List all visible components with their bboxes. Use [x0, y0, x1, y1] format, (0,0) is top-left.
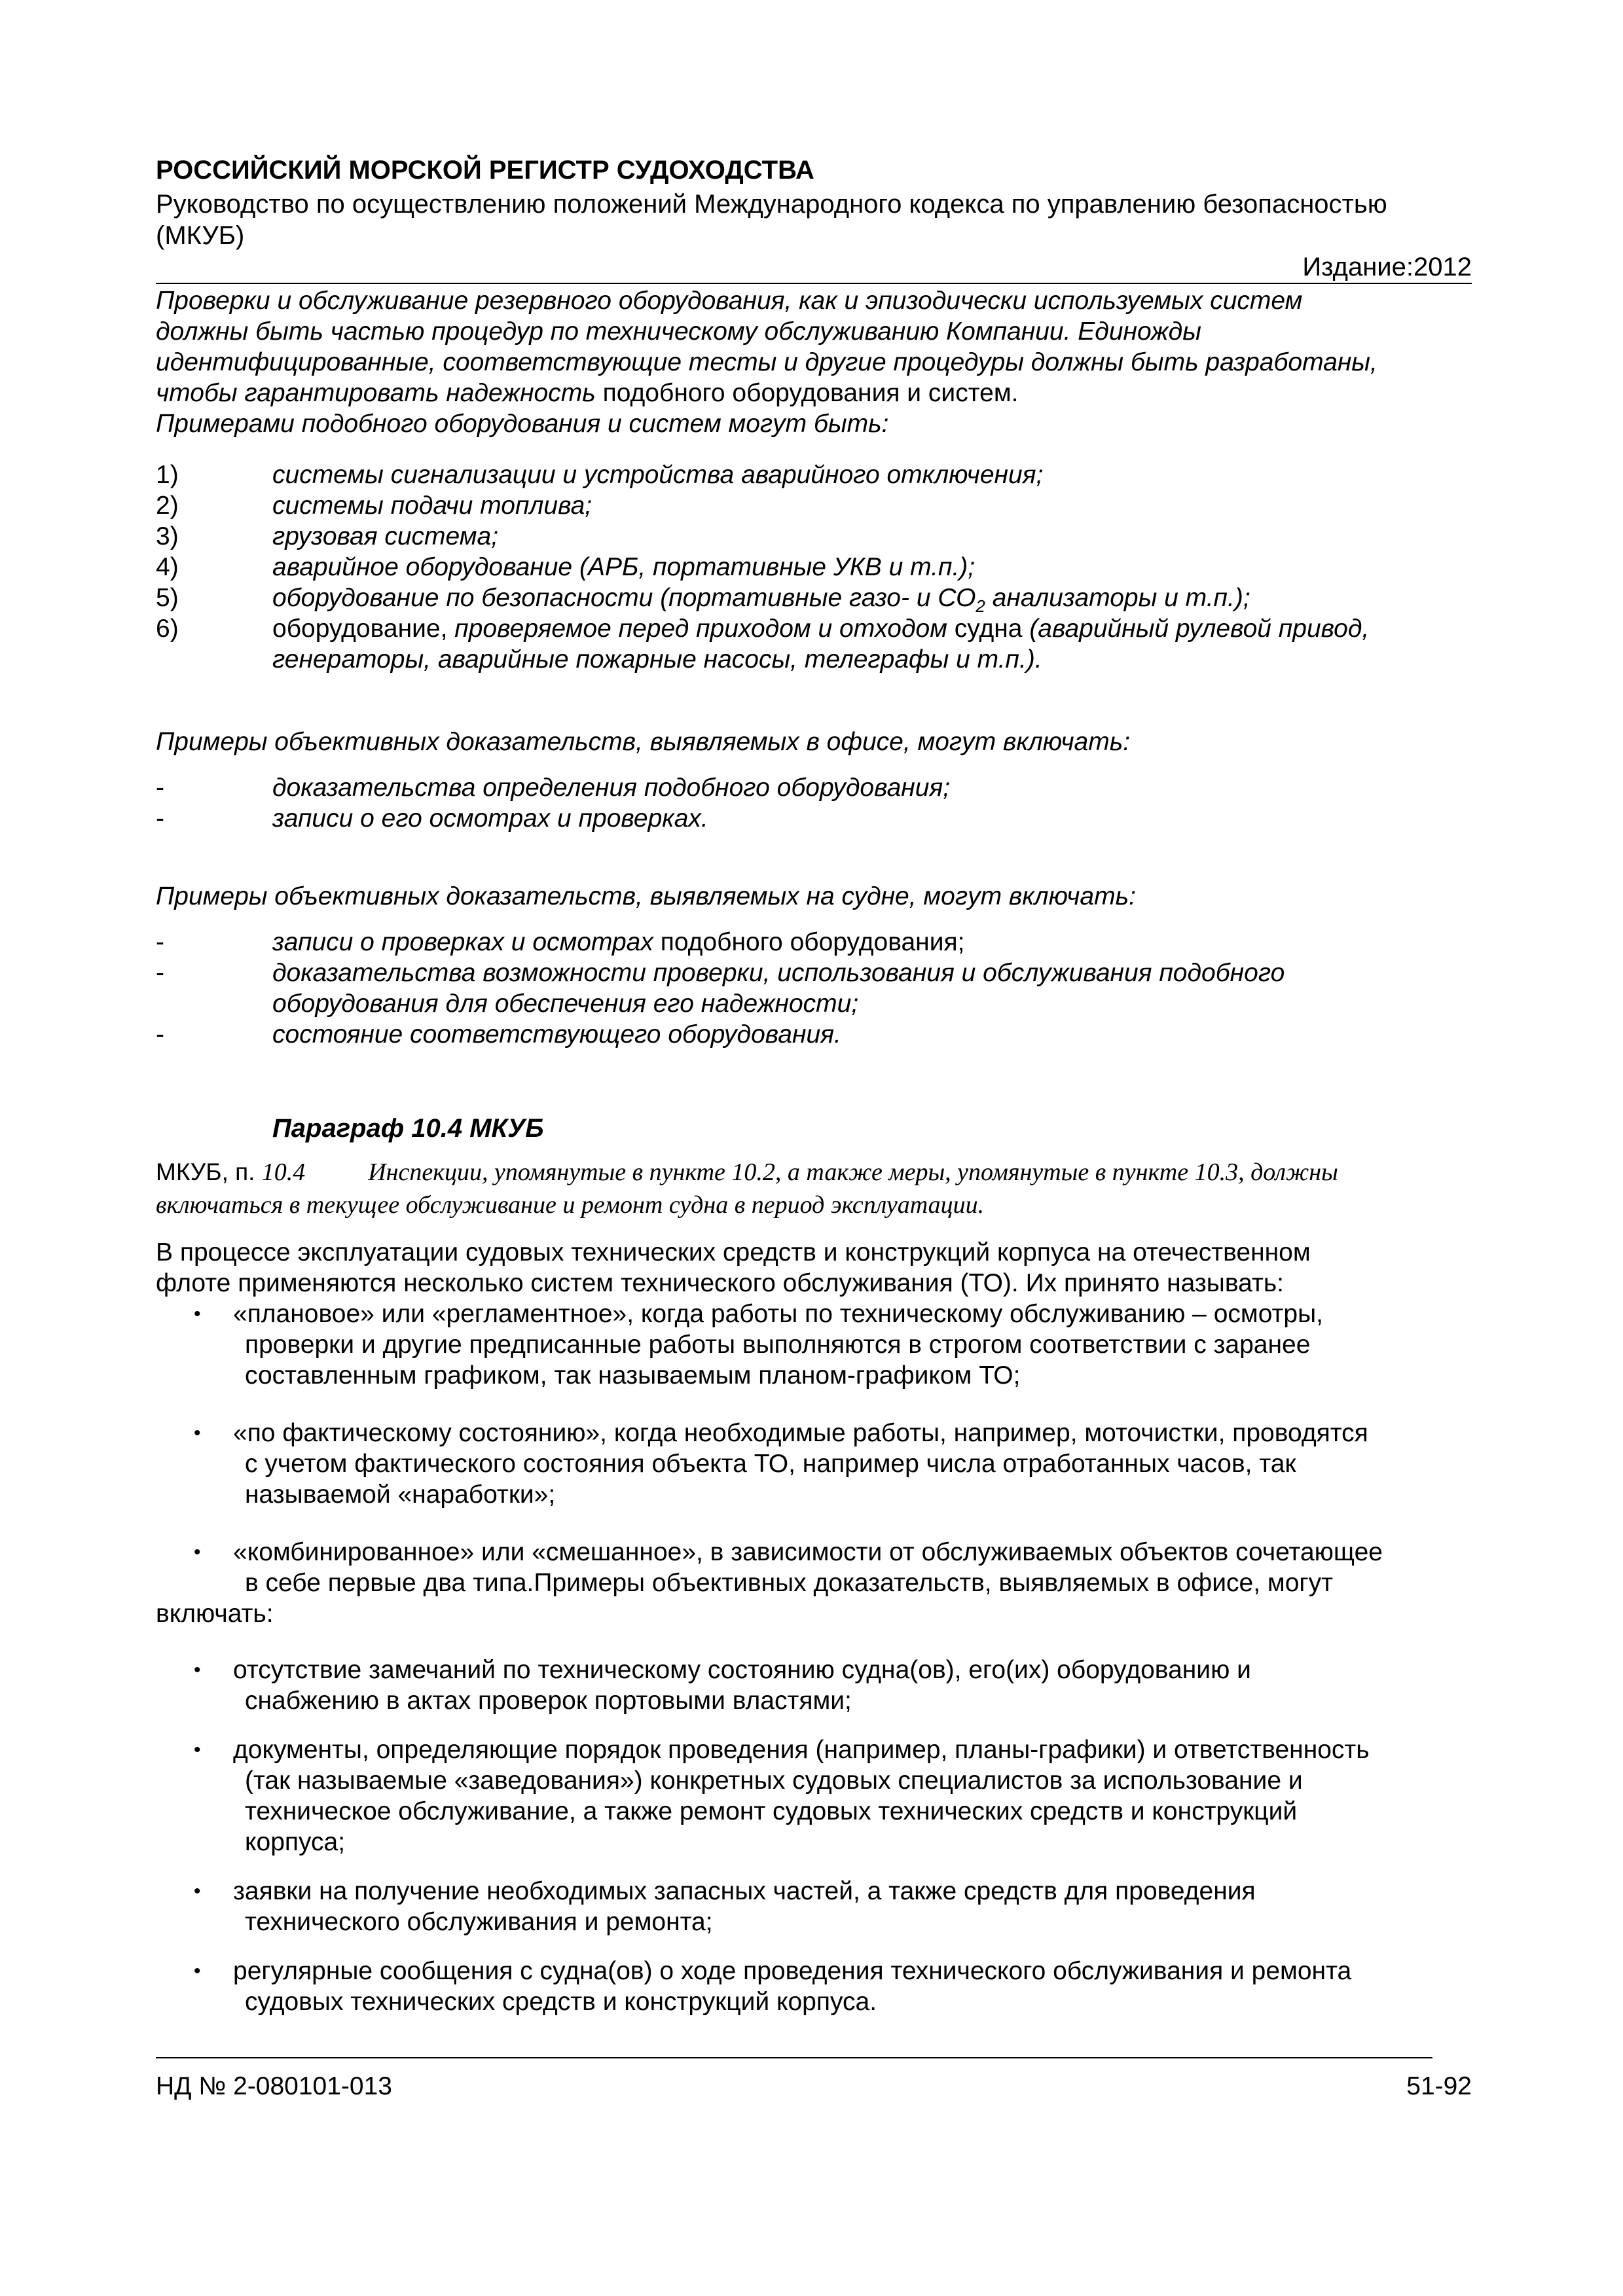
list-number: 5): [156, 584, 179, 612]
maintenance-intro-line2: флоте применяются несколько систем технического обслуживания (ТО). Их принято называть:: [156, 1269, 1284, 1297]
quote-ref-prefix: МКУБ, п.: [156, 1158, 262, 1185]
dash-text: записи о его осмотрах и проверках.: [272, 804, 708, 833]
bullet-line: называемой «наработки»;: [245, 1480, 556, 1509]
bullet-dot: •: [194, 1303, 201, 1325]
bullet-text: [233, 1734, 1472, 1857]
intro-line-4-normal: подобного оборудования и систем.: [602, 379, 1019, 407]
office-evidence-intro: Примеры объективных доказательств, выявляемых в офисе, могут включать:: [156, 728, 1131, 756]
bullet-line: техническое обслуживание, а также ремонт судовых технических средств и конструкций: [245, 1797, 1298, 1825]
dash-text-line: доказательства возможности проверки, использования и обслуживания подобного: [272, 959, 1285, 987]
header-divider: [156, 283, 1472, 284]
bullet-line: «плановое» или «регламентное», когда работы по техническому обслуживанию – осмотры,: [233, 1300, 1323, 1328]
edition-label: Издание:2012: [1302, 253, 1472, 281]
dash-mark: -: [156, 1020, 164, 1049]
quote-text-1: Инспекции, упомянутые в пункте 10.2, а также меры, упомянутые в пункте 10.3, должны: [368, 1158, 1338, 1186]
intro-line-4-italic: чтобы гарантировать надежность: [156, 379, 603, 407]
list-text: системы сигнализации и устройства аварийного отключения;: [272, 461, 1044, 489]
dash-mark: -: [156, 928, 164, 956]
intro-line-1: Проверки и обслуживание резервного оборудования, как и эпизодически используемых систем: [156, 287, 1303, 315]
intro-paragraph: [156, 285, 1472, 439]
quote-ref-number: 10.4: [261, 1158, 306, 1186]
list-number: 1): [156, 461, 179, 489]
guide-title-line2: (МКУБ): [156, 221, 245, 250]
guide-title-line1: Руководство по осуществлению положений Международного кодекса по управлению безопасностью: [156, 190, 1387, 219]
dash-text-line: оборудования для обеспечения его надежности;: [272, 990, 859, 1018]
bullet-line: с учетом фактического состояния объекта ТО, например числа отработанных часов, так: [245, 1450, 1296, 1478]
bullet-line: заявки на получение необходимых запасных частей, а также средств для проведения: [233, 1877, 1256, 1905]
intro-line-5: Примерами подобного оборудования и систем могут быть:: [156, 410, 889, 438]
document-number: НД № 2-080101-013: [156, 2072, 392, 2100]
bullet-dot: •: [194, 1739, 201, 1761]
bullet-text: [233, 1956, 1472, 2017]
dash-mark: -: [156, 774, 164, 802]
list-text-part: проверяемое перед приходом и отходом: [454, 615, 947, 643]
bullet-line: «по фактическому состоянию», когда необходимые работы, например, моточистки, проводятся: [233, 1419, 1368, 1447]
quote-line-1: [156, 1156, 1472, 1189]
quote-text-2: включаться в текущее обслуживание и ремонт судна в период эксплуатации.: [156, 1191, 985, 1219]
dash-text-part: записи о проверках и осмотрах: [272, 928, 653, 956]
bullet-text: [233, 1655, 1472, 1716]
list-text-part: (аварийный рулевой привод,: [1029, 615, 1370, 643]
ship-evidence-intro: Примеры объективных доказательств, выявляемых на судне, могут включать:: [156, 882, 1136, 910]
intro-line-3: идентифицированные, соответствующие тесты и другие процедуры должны быть разработаны,: [156, 348, 1377, 376]
bullet-text: [233, 1418, 1472, 1510]
page-number: 51-92: [1406, 2072, 1472, 2100]
dash-text-part: подобного оборудования;: [653, 928, 965, 956]
bullet-text: [233, 1537, 1472, 1598]
bullet-line: документы, определяющие порядок проведения (например, планы-графики) и ответственность: [233, 1736, 1370, 1764]
guide-title: [156, 188, 1472, 251]
subscript: 2: [976, 596, 985, 616]
bullet-dot: •: [194, 1880, 201, 1902]
bullet-line: «комбинированное» или «смешанное», в зависимости от обслуживаемых объектов сочетающее: [233, 1538, 1383, 1566]
bullet-line: снабжению в актах проверок портовыми властями;: [245, 1687, 852, 1715]
list-number: 2): [156, 492, 179, 520]
bullet-line: корпуса;: [245, 1828, 346, 1856]
intro-line-4: [156, 378, 1472, 408]
footer-divider: [156, 2057, 1432, 2058]
bullet-line: судовых технических средств и конструкций корпуса.: [245, 1988, 877, 2016]
list-text-part: оборудование,: [272, 615, 455, 643]
bullet-line: проверки и другие предписанные работы выполняются в строгом соответствии с заранее: [245, 1331, 1311, 1359]
bullet-line: технического обслуживания и ремонта;: [245, 1908, 713, 1936]
register-title: РОССИЙСКИЙ МОРСКОЙ РЕГИСТР СУДОХОДСТВА: [156, 156, 814, 185]
list-text: грузовая система;: [272, 522, 499, 550]
list-text-part: оборудование по безопасности (портативные газо- и СО: [272, 584, 976, 612]
bullet-line: отсутствие замечаний по техническому состоянию судна(ов), его(их) оборудованию и: [233, 1656, 1251, 1684]
bullet-line: в себе первые два типа.Примеры объективных доказательств, выявляемых в офисе, могут: [245, 1569, 1333, 1597]
list-text-part: судна: [947, 615, 1030, 643]
list-text-line: генераторы, аварийные пожарные насосы, телеграфы и т.п.).: [272, 645, 1042, 673]
maintenance-intro: [156, 1237, 1472, 1299]
list-number: 3): [156, 522, 179, 550]
dash-text: состояние соответствующего оборудования.: [272, 1020, 841, 1049]
bullet-dot: •: [194, 1541, 201, 1563]
dash-text: доказательства определения подобного оборудования;: [272, 774, 951, 802]
bullet-line: составленным графиком, так называемым планом-графиком ТО;: [245, 1361, 1021, 1390]
bullet-line: регулярные сообщения с судна(ов) о ходе проведения технического обслуживания и ремонта: [233, 1957, 1352, 1985]
list-text: системы подачи топлива;: [272, 492, 593, 520]
intro-line-2: должны быть частью процедур по техническому обслуживанию Компании. Единожды: [156, 317, 1201, 346]
bullet-text: [233, 1299, 1472, 1391]
list-text: [272, 613, 1472, 675]
list-text: аварийное оборудование (АРБ, портативные УКВ и т.п.);: [272, 553, 976, 581]
bullet-text: [233, 1876, 1472, 1937]
list-text-line: [272, 613, 1472, 644]
code-quote: [156, 1156, 1472, 1221]
dash-mark: -: [156, 959, 164, 987]
dash-text: [272, 958, 1472, 1019]
bullet-dot: •: [194, 1422, 201, 1444]
paragraph-heading: Параграф 10.4 МКУБ: [272, 1114, 544, 1143]
bullet-continuation: включать:: [156, 1600, 274, 1628]
bullet-dot: •: [194, 1960, 201, 1982]
dash-mark: -: [156, 804, 164, 833]
list-number: 6): [156, 615, 179, 643]
maintenance-intro-line1: В процессе эксплуатации судовых технических средств и конструкций корпуса на отечественном: [156, 1238, 1311, 1266]
list-text-part: анализаторы и т.п.);: [985, 584, 1250, 612]
bullet-line: (так называемые «заведования») конкретных судовых специалистов за использование и: [245, 1767, 1303, 1795]
list-number: 4): [156, 553, 179, 581]
dash-text: [272, 927, 1472, 958]
bullet-dot: •: [194, 1659, 201, 1681]
